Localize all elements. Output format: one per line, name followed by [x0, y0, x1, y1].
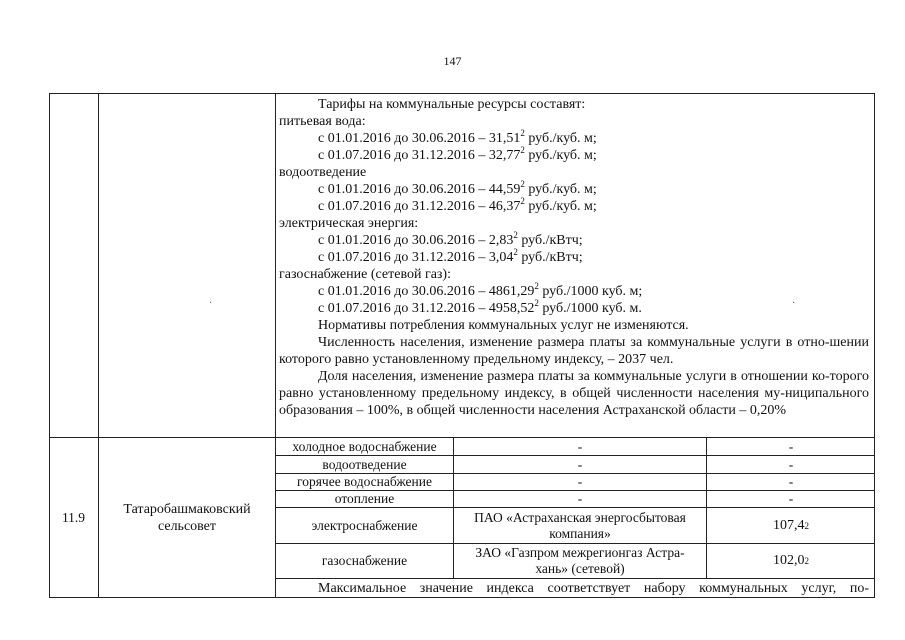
provider: -	[577, 438, 583, 454]
tariff-line: с 01.01.2016 до 30.06.2016 – 2,83$^2$ руб./кВтч;	[318, 230, 583, 248]
tariff-line: с 01.07.2016 до 31.12.2016 – 4958,52$^2$ руб./1000 куб. м.	[318, 298, 642, 316]
tariff-line: с 01.07.2016 до 31.12.2016 – 32,77$^2$ руб./куб. м;	[318, 145, 597, 163]
scan-mark: ·	[792, 298, 796, 309]
municipality-name: Татаробашмаковский сельсовет	[123, 501, 251, 534]
norms-statement: Нормативы потребления коммунальных услуг не изменяются.	[318, 318, 689, 333]
group-title-sewage: водоотведение	[279, 165, 367, 180]
row-number: 11.9	[61, 509, 86, 525]
service-name: электроснабжение	[311, 517, 418, 533]
tariff-line: с 01.07.2016 до 31.12.2016 – 46,37$^2$ руб./куб. м;	[318, 196, 597, 214]
index-value: 102,0 2	[773, 553, 809, 568]
provider: -	[577, 491, 583, 506]
group-title-water: питьевая вода:	[279, 114, 366, 129]
tariff-line: с 01.01.2016 до 30.06.2016 – 4861,29$^2$ руб./1000 куб. м;	[318, 281, 643, 299]
max-index-note: Максимальное значение индекса соответствует набору коммунальных услуг, по-	[318, 581, 869, 596]
index-value: -	[788, 491, 794, 506]
service-name: отопление	[334, 491, 395, 506]
tariffs-intro: Тарифы на коммунальные ресурсы составят:	[318, 97, 586, 112]
population-statement: Численность населения, изменение размера платы за коммунальные услуги в отно-шении которого равно установленному предельному индексу, – 2037 чел.	[279, 335, 869, 367]
page-number: 147	[443, 54, 462, 68]
row-divider	[275, 578, 875, 579]
service-name: водоотведение	[322, 456, 407, 472]
tariff-line: с 01.07.2016 до 31.12.2016 – 3,04$^2$ руб./кВтч;	[318, 247, 583, 265]
service-name: холодное водоснабжение	[292, 438, 437, 454]
provider: ЗАО «Газпром межрегионгаз Астра-хань» (сетевой)	[475, 545, 685, 576]
scan-mark: ·	[209, 298, 213, 309]
index-value: -	[788, 438, 794, 454]
provider: -	[577, 474, 583, 489]
table-bottom-border	[49, 597, 875, 598]
share-statement: Доля населения, изменение размера платы за коммунальные услуги в отношении ко-торого равно установленному предельному индексу, в общей численности населения му-ниципального образования – 100%, в общей численности населения Астраханской области – 0,20%	[279, 369, 869, 418]
provider: ПАО «Астраханская энергосбытовая компания»	[474, 509, 686, 541]
index-value: -	[788, 474, 794, 489]
index-value: -	[788, 456, 794, 472]
provider: -	[577, 456, 583, 472]
tariff-line: с 01.01.2016 до 30.06.2016 – 44,59$^2$ руб./куб. м;	[318, 179, 597, 197]
service-name: газоснабжение	[321, 553, 408, 568]
group-title-gas: газоснабжение (сетевой газ):	[279, 267, 451, 282]
index-value: 107,4 2	[773, 517, 809, 533]
group-title-electricity: электрическая энергия:	[279, 216, 419, 231]
service-name: горячее водоснабжение	[297, 474, 432, 489]
tariff-line: с 01.01.2016 до 30.06.2016 – 31,51$^2$ руб./куб. м;	[318, 128, 597, 146]
